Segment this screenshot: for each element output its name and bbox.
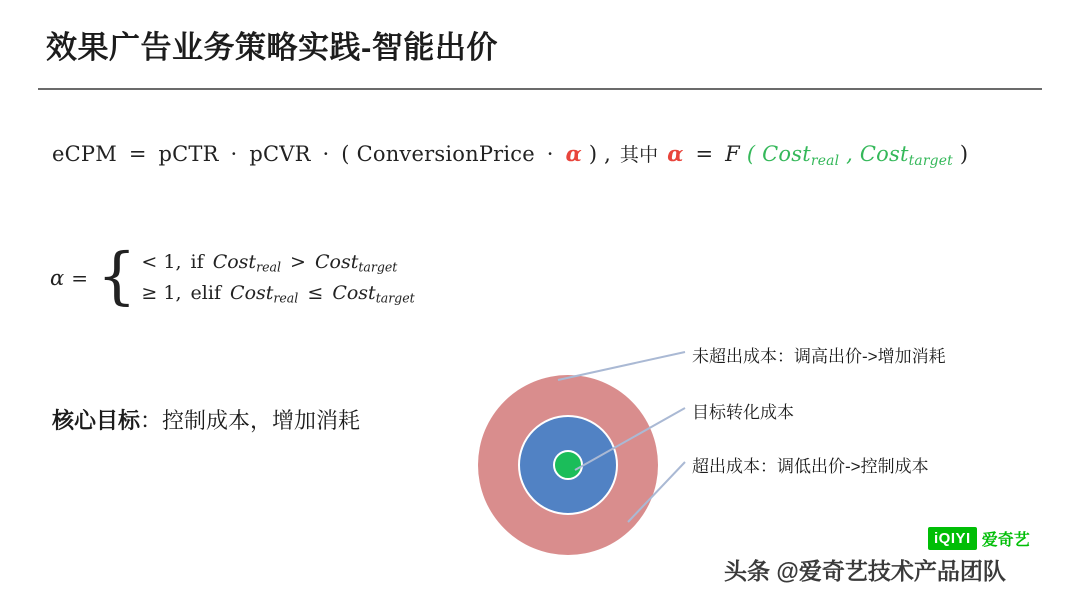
case1-keyword: if: [190, 251, 204, 273]
formula-ecpm-conversionprice: ConversionPrice: [356, 142, 535, 166]
formula-ecpm-pctr: pCTR: [158, 142, 219, 166]
formula-ecpm: [52, 140, 968, 169]
page-title: 效果广告业务策略实践-智能出价: [46, 30, 498, 65]
formula-ecpm-close-paren2: ): [959, 142, 969, 166]
core-goal-body: ：控制成本，增加消耗: [140, 408, 361, 433]
callout-under-cost: 未超出成本：调高出价->增加消耗: [692, 347, 946, 366]
callout-over-cost: 超出成本：调低出价->控制成本: [692, 457, 929, 476]
formula-ecpm-function-f: F: [725, 142, 740, 166]
circle-inner-target-cost: [553, 450, 583, 480]
formula-alpha-case-2: [141, 278, 414, 309]
formula-ecpm-dot2: ·: [322, 142, 330, 166]
concentric-circles-diagram: [478, 375, 658, 555]
formula-ecpm-pcvr: pCVR: [249, 142, 311, 166]
formula-alpha-brace: {: [96, 238, 137, 312]
formula-ecpm-close-paren: ): [588, 142, 598, 166]
case2-right-var: Cost$_{target}$: [332, 281, 415, 306]
formula-ecpm-alpha2: α: [667, 141, 684, 166]
formula-ecpm-alpha: α: [565, 141, 582, 166]
core-goal-text: [52, 404, 360, 435]
formula-ecpm-cn-qizhong: 其中: [619, 145, 659, 166]
iqiyi-logo: [928, 527, 1030, 550]
case2-keyword: elif: [190, 281, 221, 304]
formula-ecpm-open-paren: (: [341, 142, 350, 166]
formula-ecpm-dot1: ·: [230, 142, 238, 166]
formula-alpha-case-list: [141, 247, 414, 309]
iqiyi-logo-mark: iQIYI: [928, 527, 977, 550]
case1-relation: < 1,: [141, 251, 182, 273]
formula-ecpm-equals: =: [128, 142, 147, 166]
formula-alpha-equals: =: [71, 265, 88, 290]
formula-ecpm-comma2: ,: [846, 142, 853, 166]
formula-ecpm-dot3: ·: [546, 142, 554, 166]
formula-ecpm-comma: ,: [604, 142, 612, 166]
case2-comparator: ≤: [307, 281, 324, 304]
formula-alpha-case-1: [141, 247, 414, 278]
case1-left-var: Cost$_{real}$: [212, 251, 281, 275]
case1-right-var: Cost$_{target}$: [314, 251, 398, 275]
iqiyi-logo-text: 爱奇艺: [981, 532, 1030, 549]
core-goal-label: 核心目标: [52, 408, 141, 433]
callout-target-cost: 目标转化成本: [692, 403, 794, 422]
formula-ecpm-lhs: eCPM: [52, 142, 117, 166]
watermark: 头条 @爱奇艺技术产品团队: [724, 558, 1006, 584]
formula-ecpm-cost-target: Cost$_{target}$: [859, 142, 953, 169]
case2-relation: ≥ 1,: [141, 281, 182, 304]
formula-alpha-cases: [50, 238, 415, 312]
case1-comparator: >: [290, 251, 306, 273]
formula-ecpm-cost-real: Cost$_{real}$: [762, 142, 840, 169]
formula-alpha-lhs: α: [50, 265, 65, 290]
title-divider: [38, 88, 1042, 90]
case2-left-var: Cost$_{real}$: [230, 281, 299, 306]
formula-ecpm-open-paren2: (: [746, 142, 756, 166]
formula-ecpm-equals2: =: [695, 142, 714, 166]
